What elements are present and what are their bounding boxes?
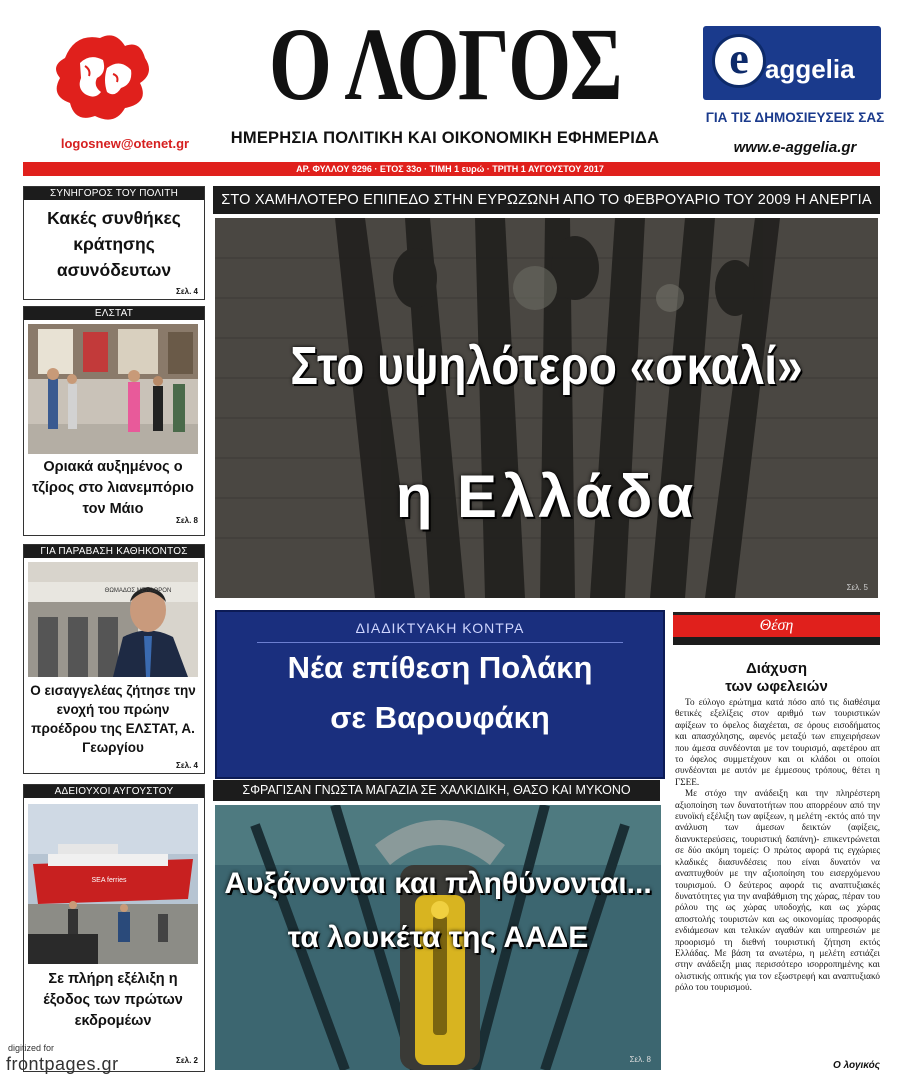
page-ref: Σελ. 8	[176, 516, 198, 525]
page-ref: Σελ. 4	[176, 287, 198, 296]
divider	[673, 637, 880, 645]
eaggelia-wordmark: aggelia	[765, 54, 855, 84]
story-headline-line1[interactable]: Νέα επίθεση Πολάκη	[287, 650, 593, 685]
opinion-paragraph: Το εύλογο ερώτημα κατά πόσο από τις διαθέσιμα θετικές εξελίξεις στον αριθμό των τουριστικών αφίξεων το όφελος διαχέεται, σε όρους εισοδήματος και απασχόλησης, αφενός μεταξύ των επιχειρήσεων που άμεσα συνδέονται με τον τουρισμό, αφετέρου απ το όφελος συμμετέχουν και οι κλάδοι οι οποίοι συνδέονται με αυτόν με έμμεσους τρόπους, θέτει η ΓΣΕΕ.	[675, 697, 880, 787]
prosecutor-photo	[28, 562, 198, 677]
story-headline[interactable]: Ο εισαγγελέας ζήτησε την ενοχή του πρώην προέδρου της ΕΛΣΤΑΤ, Α. Γεωργίου	[30, 683, 196, 755]
lead-story-photo[interactable]	[215, 218, 878, 598]
ferry-photo	[28, 804, 198, 964]
story-kicker: ΑΔΕΙΟΥΧΟΙ ΑΥΓΟΥΣΤΟΥ	[24, 785, 204, 798]
newspaper-title: Ο ΛΟΓΟΣ	[268, 7, 622, 122]
opinion-section-label: Θέση	[673, 612, 880, 637]
photo-sign-text: ΘΩΜΑΔΟΣ ΜΕΛΑΘΡΟΝ	[104, 588, 172, 594]
opinion-body	[675, 697, 880, 994]
left-story-2[interactable]	[23, 306, 205, 536]
issue-info: ΑΡ. ΦΥΛΛΟΥ 9296 · ΕΤΟΣ 33ο · ΤΙΜΗ 1 ευρώ · ΤΡΙΤΗ 1 ΑΥΓΟΥΣΤΟΥ 2017	[296, 164, 604, 174]
story-polakis[interactable]	[215, 610, 665, 779]
page-ref: Σελ. 5	[846, 583, 868, 592]
shopping-street-photo	[28, 324, 198, 454]
story-kicker: ΕΛΣΤΑΤ	[24, 307, 204, 320]
eaggelia-tagline: ΓΙΑ ΤΙΣ ΔΗΜΟΣΙΕΥΣΕΙΣ ΣΑΣ	[705, 110, 885, 125]
left-story-3[interactable]	[23, 544, 205, 774]
newspaper-subtitle: ΗΜΕΡΗΣΙΑ ΠΟΛΙΤΙΚΗ ΚΑΙ ΟΙΚΟΝΟΜΙΚΗ ΕΦΗΜΕΡΙΔΑ	[230, 129, 660, 147]
padlock-photo[interactable]	[215, 805, 661, 1070]
opinion-title-line1: Διάχυση	[746, 660, 807, 677]
opinion-signature: Ο λογικός	[833, 1060, 880, 1071]
story-kicker: ΔΙΑΔΙΚΤΥΑΚΗ ΚΟΝΤΡΑ	[355, 620, 525, 636]
divider	[257, 642, 623, 643]
left-story-1[interactable]	[23, 186, 205, 300]
opinion-title[interactable]	[673, 660, 880, 696]
page-ref: Σελ. 2	[176, 1056, 198, 1065]
watermark-line1: digitized for	[8, 1043, 55, 1053]
story-banner: ΣΦΡΑΓΙΣΑΝ ΓΝΩΣΤΑ ΜΑΓΑΖΙΑ ΣΕ ΧΑΛΚΙΔΙΚΗ, ΘΑΣΟ ΚΑΙ ΜΥΚΟΝΟ	[213, 780, 660, 801]
story-headline-line2[interactable]: σε Βαρουφάκη	[330, 700, 550, 735]
page-ref: Σελ. 4	[176, 761, 198, 770]
photo-sign-text: SEA ferries	[91, 877, 127, 884]
lead-headline-line1[interactable]: Στο υψηλότερο «σκαλί»	[290, 336, 803, 396]
newspaper-logo-art	[45, 28, 165, 128]
page-ref: Σελ. 8	[629, 1055, 651, 1064]
opinion-paragraph: Με στόχο την ανάδειξη και την πληρέστερη αξιοποίηση των δυνατοτήτων που απορρέουν από την ευνοϊκή εξέλιξη των αφίξεων, η μελέτη -εκτός από την ανάλυση των άμεσων δεικτών (αφίξεις, διανυκτερεύσεις, τουριστική δαπάνη)- επικεντρώνεται σε δύο ακόμη τομείς: Ο πρώτος αφορά τις εγχώριες κλαδικές διασυνδέσεις που είναι δυνατόν να αναπτυχθούν με την αξιοποίηση του εισερχόμενου τουρισμού. Ο δεύτερος αφορά τις αναπτυξιακές δυνατότητες για την αναβάθμιση της χώρας, πέραν του ρόλου της ως χώρας υποδοχής, και ως χώρας αποστολής τουριστών και ως οικονομίας προσφοράς ενδιάμεσων και τελικών αγαθών και υπηρεσιών με προορισμό τη διεθνή τουριστική ζήτηση εκτός Ελλάδας. Με βάση τα ανωτέρω, η μελέτη εστιάζει στην ανάδειξη μιας περισσότερο ισορροπημένης και ολιστικής οπτικής για τον εξωστρεφή και αναπτυξιακό ρόλο του τουρισμού.	[675, 788, 880, 993]
lead-headline-line2[interactable]: η Ελλάδα	[395, 463, 698, 530]
story-headline-line2[interactable]: τα λουκέτα της ΑΑΔΕ	[287, 921, 589, 954]
lead-story-banner: ΣΤΟ ΧΑΜΗΛΟΤΕΡΟ ΕΠΙΠΕΔΟ ΣΤΗΝ ΕΥΡΩΖΩΝΗ ΑΠΟ ΤΟ ΦΕΒΡΟΥΑΡΙΟ ΤΟΥ 2009 Η ΑΝΕΡΓΙΑ	[213, 186, 880, 214]
eaggelia-url[interactable]: www.e-aggelia.gr	[733, 139, 857, 156]
story-headline-line1[interactable]: Αυξάνονται και πληθύνονται...	[224, 867, 652, 900]
story-headline[interactable]: Οριακά αυξημένος ο τζίρος στο λιανεμπόριο τον Μάιο	[32, 459, 194, 517]
watermark-line2: frontpages.gr	[6, 1054, 119, 1074]
eaggelia-logo-icon: e	[712, 34, 766, 88]
story-kicker: ΓΙΑ ΠΑΡΑΒΑΣΗ ΚΑΘΗΚΟΝΤΟΣ	[24, 545, 204, 558]
email-contact: logosnew@otenet.gr	[60, 136, 190, 151]
story-headline[interactable]: Κακές συνθήκες κράτησης ασυνόδευτων	[47, 208, 181, 280]
story-headline[interactable]: Σε πλήρη εξέλιξη η έξοδος των πρώτων εκδρομέων	[43, 971, 183, 1029]
opinion-title-line2: των ωφελειών	[725, 678, 828, 695]
left-story-4[interactable]	[23, 784, 205, 1072]
story-kicker: ΣΥΝΗΓΟΡΟΣ ΤΟΥ ΠΟΛΙΤΗ	[24, 187, 204, 200]
